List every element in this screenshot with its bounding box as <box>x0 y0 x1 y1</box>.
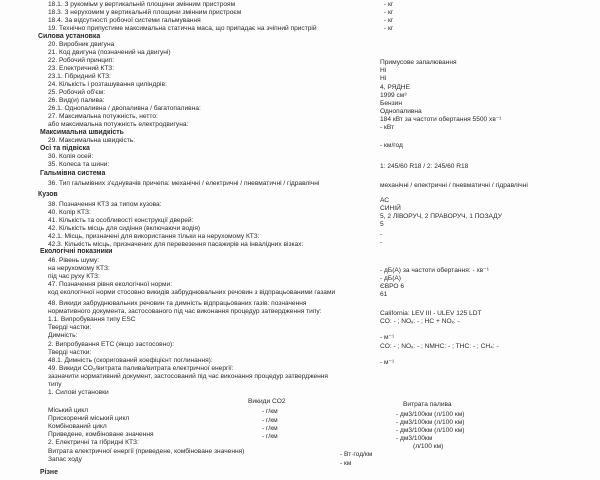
row-18-3-value: - кг <box>384 9 394 16</box>
row-18-1-label: 18.1. З рукоміьм у вертикальній площини змінним пристроям <box>48 1 236 8</box>
row-42-1-value: - <box>380 231 383 238</box>
row-22-value: Примусове запалювання <box>380 59 457 66</box>
row-24-value: 4, РЯДНЕ <box>380 84 410 91</box>
row-25-value: 1999 см³ <box>380 92 407 99</box>
row-smoke-label: Димність: <box>48 332 78 339</box>
row-40-value: СИНІЙ <box>380 205 401 212</box>
emis-weighted-co2: - г/км <box>262 433 278 440</box>
row-19-value: - кг <box>384 25 394 32</box>
row-26-1-value: Однопаливна <box>380 108 422 115</box>
row-47-code-label: код екологічної норми стосовно викидів забруднювальних речовин з відпрацьованими газами <box>48 289 336 296</box>
row-30-label: 30. Колія осей: <box>48 153 94 160</box>
emis-accel-urban-fuel: - дм3/100км (л/100 км) <box>396 419 465 426</box>
row-36-value: механічні / електричні / пневматичні / гідравлічні <box>380 182 528 189</box>
row-26-label: 26. Вид(и) палива: <box>48 97 105 104</box>
range-value: - км <box>340 460 352 467</box>
row-35-value: 1: 245/60 R18 / 2: 245/60 R18 <box>380 163 469 170</box>
electric-vehicles-label: 2. Електричні та гібридні КТЗ: <box>48 439 139 446</box>
row-46-driving-value: - дБ(А) <box>380 275 401 282</box>
row-42-value: 5 <box>380 221 384 228</box>
row-21-label: 21. Код двигуна (позначений на двигуні) <box>48 49 171 56</box>
row-esc-value: CO: - ; NOₓ: - ; HC + NOₓ: - <box>380 318 460 325</box>
row-18-1-value: - кг <box>384 1 394 8</box>
row-35-label: 35. Колеса та шини: <box>48 161 110 168</box>
row-42-3-label: 42.3. Кількість місць, призначених для перевезення пасажирів на інвалідних візках: <box>48 241 304 248</box>
row-smoke-value: - м⁻¹ <box>380 334 395 341</box>
row-48-label: 48. Викиди забруднювальних речовин та димність відпрацьованих газів: позначення <box>48 300 307 307</box>
row-23-value: Ні <box>380 67 387 74</box>
row-36-label: 36. Тип гальмівних з'єднувачів причепа: механічні / електричні / пневматичні / гідравлічні <box>48 180 320 187</box>
section-brakes: Гальмівна система <box>40 170 106 177</box>
row-29-value: - км/год <box>380 142 403 149</box>
row-25-label: 25. Робочий об'єм: <box>48 89 106 96</box>
row-esc-particles-label: Тверді частки: <box>48 324 92 331</box>
row-etc-label: 2. Випробування ETC (якщо застосовно): <box>48 341 175 348</box>
emis-weighted-fuel: - дм3/100км <box>396 435 433 442</box>
row-24-label: 24. Кількість і розташування циліндрів: <box>48 81 167 88</box>
emis-accel-urban-co2: - г/км <box>262 417 278 424</box>
section-axles: Осі та підвіска <box>40 145 90 152</box>
row-23-1-value: Ні <box>380 75 387 82</box>
emis-urban-co2: - г/км <box>262 408 278 415</box>
row-46-static-value: - дБ(А) за частоти обертання: - хв⁻¹ <box>380 267 489 274</box>
row-41-label: 41. Кількість та особливості конструкції дверей: <box>48 217 194 224</box>
row-20-label: 20. Виробник двигуна <box>48 41 115 48</box>
section-power-unit: Силова установка <box>38 33 101 40</box>
section-ecology: Екологічні показники <box>40 248 113 255</box>
row-49-doc-label: зазначити нормативний документ, застосований під час виконання процедур затвердження <box>48 373 329 380</box>
emis-urban-fuel: - дм3/100км (л/100 км) <box>396 411 465 418</box>
row-47-code-value: 61 <box>380 291 388 298</box>
row-22-label: 22. Робочий принцип: <box>48 57 115 64</box>
row-etc-particles-label: Тверді частки: <box>48 349 92 356</box>
emis-combined-fuel: - дм3/100км (л/100 км) <box>396 427 465 434</box>
row-46-driving-label: під час руху КТЗ: <box>48 273 100 280</box>
row-42-label: 42. Кількість місць для сидіння (включаючи водія) <box>48 225 201 232</box>
row-27-label: 27. Максимальна потужність, нетто: <box>48 113 158 120</box>
row-23-1-label: 23.1. Гібридний КТЗ: <box>48 73 111 80</box>
row-49-label: 49. Викиди CO₂/витрата палива/витрата електричної енергії: <box>48 365 234 372</box>
row-27-alt-label: або максимальна потужність електродвигуна: <box>48 121 189 128</box>
section-max-speed: Максимальна швидкість <box>40 129 124 136</box>
row-etc-value: CO: - ; NOₓ: - ; NMHC: - ; THC: - ; CH₄: - <box>380 343 499 350</box>
row-esc-label: 1.1. Випробування типу ESC <box>48 316 136 323</box>
row-19-label: 19. Технічно припустиме максимальна статична маса, що припадає на зчіпний пристрій <box>48 25 317 32</box>
row-38-label: 38. Позначення КТЗ за типом кузова: <box>48 201 162 208</box>
row-power-units-label: 1. Силові установки <box>48 389 109 396</box>
emis-weighted-fuel-unit: (л/100 км) <box>413 443 444 450</box>
row-26-1-label: 26.1. Однопаливна / двопаливна / багатопаливна: <box>48 105 201 112</box>
row-46-static-label: на нерухомому КТЗ: <box>48 265 110 272</box>
row-18-3-label: 18.3. З нерухомим у вертикальній площини змінним пристроєм <box>48 9 242 16</box>
row-46-label: 46. Рівень шуму: <box>48 257 100 264</box>
row-40-label: 40. Колір КТЗ: <box>48 209 91 216</box>
section-body: Кузов <box>38 191 58 198</box>
row-48-doc-value: California: LEV III - ULEV 125 LDT <box>380 310 482 317</box>
row-41-value: 5, 2 ЛІВОРУЧ, 2 ПРАВОРУЧ, 1 ПОЗАДУ <box>380 213 502 220</box>
row-42-1-label: 42.1. Місць, призначені для використання тільки на нерухомому КТЗ: <box>48 233 260 240</box>
emis-combined-co2: - г/км <box>262 425 278 432</box>
emis-combined-label: Комбінований цикл <box>48 423 107 430</box>
row-18-4-label: 18.4. За відсутності робочої системи гальмування <box>48 17 201 24</box>
row-18-4-value: - кг <box>384 17 394 24</box>
row-49-type-label: типу <box>48 381 62 388</box>
row-47-label: 47. Позначення рівня екологічної норми: <box>48 281 173 288</box>
row-38-value: АС <box>380 197 390 204</box>
row-23-label: 23. Електричний КТЗ: <box>48 65 115 72</box>
emis-weighted-label: Приведене, комбіноване значення <box>48 431 154 438</box>
section-misc: Різне <box>40 469 58 476</box>
emis-accel-urban-label: Прискорений міський цикл <box>48 415 130 422</box>
energy-consumption-value: - Вт·год/км <box>340 451 373 458</box>
row-42-3-value: - <box>380 239 383 246</box>
row-48-1-value: - м⁻¹ <box>380 359 395 366</box>
row-48-1-label: 48.1. Димність (скоригований коефіцієнт поглинання): <box>48 357 213 364</box>
row-26-value: Бензин <box>380 100 402 107</box>
row-48-doc-label: нормативного документа, застосованого під час виконання процедур затвердження типу: <box>48 308 322 315</box>
emis-urban-label: Міський цикл <box>48 407 89 414</box>
row-27-value: 184 кВт за частоти обертання 5500 хв⁻¹ <box>380 116 502 123</box>
row-47-value: ЄВРО 6 <box>380 283 405 290</box>
row-29-label: 29. Максимальна швидкість: <box>48 137 136 144</box>
energy-consumption-label: Витрата електричної енергії (приведене, комбіноване значення) <box>48 448 245 455</box>
col-fuel-header: Витрата палива <box>403 401 452 408</box>
range-label: Запас ходу <box>48 456 82 463</box>
row-27-alt-value: - кВт <box>380 124 395 131</box>
col-co2-header: Викиди CO2 <box>248 398 286 405</box>
